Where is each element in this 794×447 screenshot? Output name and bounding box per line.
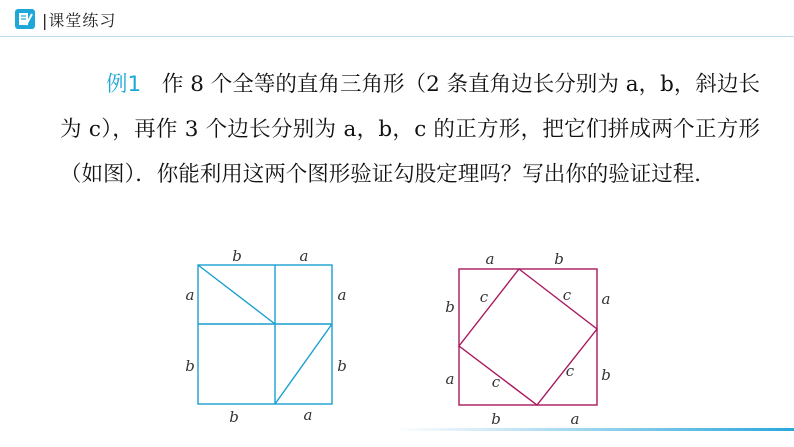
problem-text: 作 8 个全等的直角三角形（2 条直角边长分别为 a，b，斜边长为 c），再作 3 个边长分别为 a，b，c 的正方形，把它们拼成两个正方形（如图）．你能利用这两个图形验证勾股定理吗？写出你的验证过程． bbox=[60, 72, 760, 187]
right-label-bottom-a: a bbox=[570, 410, 580, 428]
header-divider bbox=[0, 36, 794, 37]
right-label-c-top-left: c bbox=[479, 288, 489, 306]
right-label-c-bottom-right: c bbox=[565, 362, 575, 380]
book-pen-icon bbox=[14, 8, 36, 30]
right-label-top-b: b bbox=[554, 250, 564, 268]
left-label-top-b: b bbox=[232, 247, 242, 265]
left-label-bottom-a: a bbox=[303, 406, 313, 424]
right-label-right-b: b bbox=[601, 366, 611, 384]
left-label-right-b: b bbox=[337, 357, 347, 375]
right-label-bottom-b: b bbox=[491, 410, 501, 428]
right-label-left-a: a bbox=[445, 370, 455, 388]
left-diagonal-top bbox=[198, 265, 275, 324]
right-label-left-b: b bbox=[445, 298, 455, 316]
left-label-top-a: a bbox=[299, 247, 309, 265]
left-label-right-a: a bbox=[337, 286, 347, 304]
left-diagonal-bottom bbox=[275, 324, 332, 404]
right-label-c-top-right: c bbox=[562, 286, 572, 304]
figure-left bbox=[160, 240, 380, 440]
right-label-right-a: a bbox=[601, 290, 611, 308]
left-label-left-a: a bbox=[185, 286, 195, 304]
figure-right bbox=[420, 240, 640, 440]
problem-statement bbox=[60, 62, 760, 197]
left-outer-square bbox=[198, 265, 332, 404]
example-label: 例1 bbox=[106, 72, 142, 97]
header bbox=[0, 0, 794, 42]
right-label-c-bottom-left: c bbox=[491, 373, 501, 391]
left-label-left-b: b bbox=[185, 357, 195, 375]
section-title: |课堂练习 bbox=[42, 11, 117, 30]
left-label-bottom-b: b bbox=[229, 408, 239, 426]
decorative-bottom-bar bbox=[395, 428, 794, 431]
right-label-top-a: a bbox=[485, 250, 495, 268]
